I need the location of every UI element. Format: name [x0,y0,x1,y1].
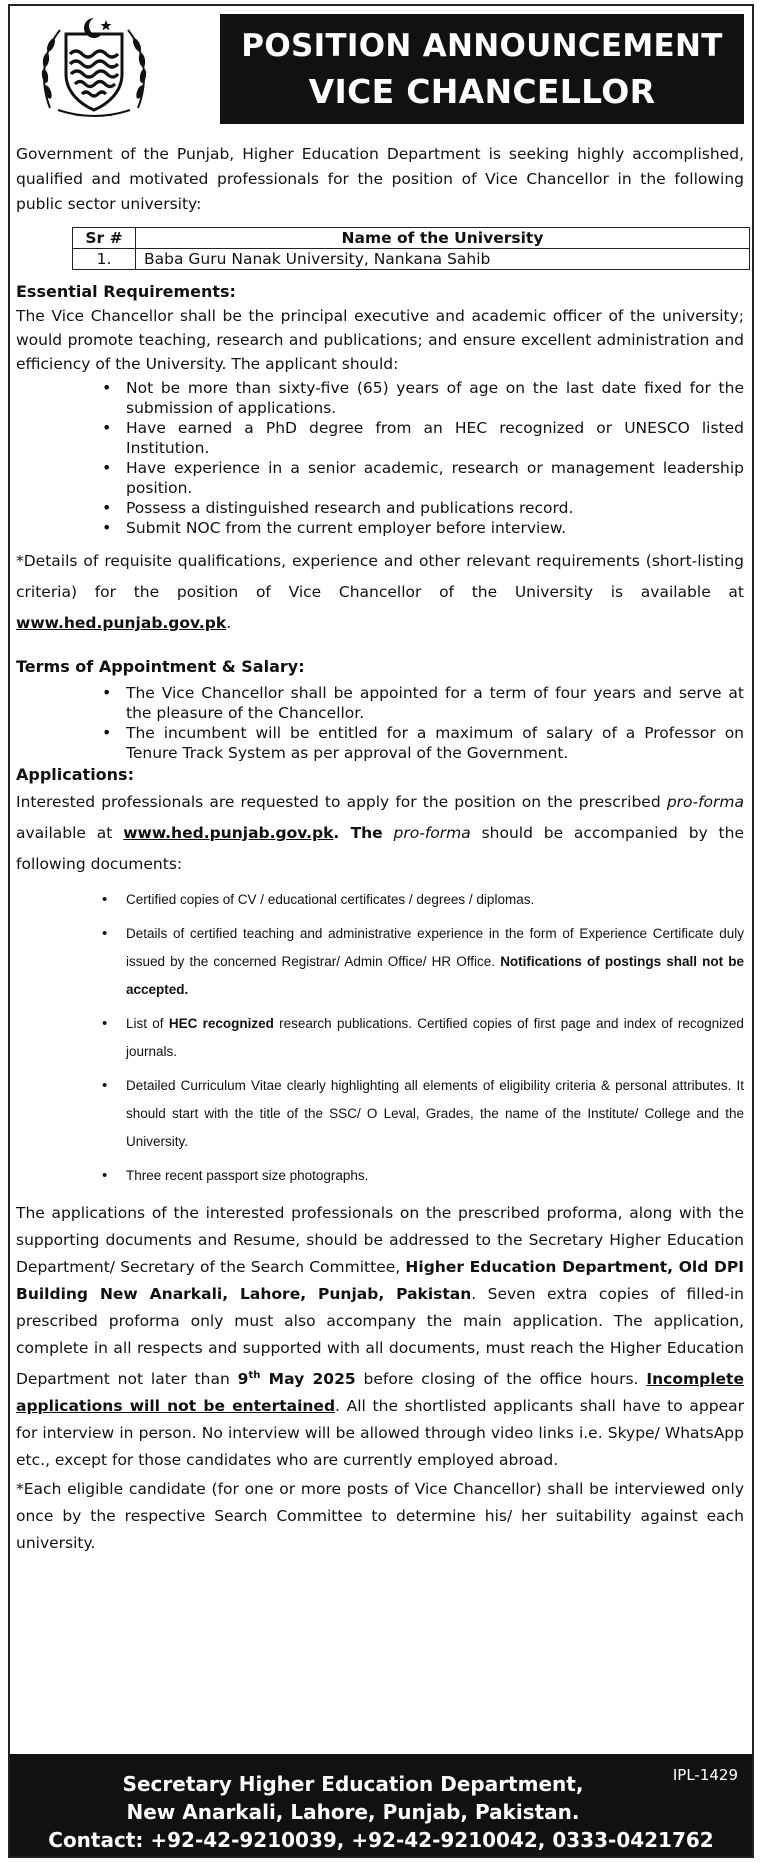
applications-heading: Applications: [16,765,134,784]
list-item: • Submit NOC from the current employer before interview. [126,518,744,538]
document-note: Notifications of postings shall not be accepted. [126,954,744,997]
office-address: Higher Education Department, Old DPI Building New Anarkali, Lahore, Punjab, Pakistan [16,1258,744,1303]
deadline-date [238,1370,356,1388]
document-note: HEC recognized [168,1016,274,1031]
applications-paragraph [16,787,744,880]
incomplete-warning: Incomplete applications will not be entertained [16,1370,744,1416]
table-header-row [73,228,750,249]
ipl-code: IPL-1429 [672,1766,738,1784]
document-text: research publications. Certified copies of first page and index of recognized journals. [126,1016,744,1059]
applications-text: Interested professionals are requested to apply for the position on the prescribed [16,793,661,811]
essential-list [16,378,744,538]
list-item [126,1162,744,1190]
list-item [126,1010,744,1066]
footer-contact: Contact: +92-42-9210039, +92-42-9210042, 0333-0421762 [48,1828,714,1852]
proforma-term: pro-forma [393,824,471,842]
essential-heading: Essential Requirements: [16,282,236,301]
table-cell-sr: 1. [73,249,136,270]
address-paragraph [16,1200,744,1474]
applications-text: should be accompanied by the following documents: [16,824,744,873]
column-header-sr: Sr # [73,228,136,249]
document-text: Certified copies of CV / educational certificates / degrees / diplomas. [126,892,535,907]
intro-paragraph: Government of the Punjab, Higher Education Department is seeking highly accomplished, qualified and motivated professionals for the position of Vice Chancellor in the following public sector university: [16,145,744,213]
page-title: POSITION ANNOUNCEMENT [241,28,723,64]
hed-website-link[interactable]: www.hed.punjab.gov.pk [16,614,227,632]
list-item: • Possess a distinguished research and publications record. [126,498,744,518]
list-item: • The incumbent will be entitled for a maximum of salary of a Professor on Tenure Track System as per approval of the Government. [126,723,744,763]
essential-paragraph: The Vice Chancellor shall be the principal executive and academic officer of the university; would promote teaching, research and publications; and ensure excellent administration and efficiency of the University. The applicant should: [16,307,744,373]
address-text: before closing of the office hours. [363,1370,639,1389]
deadline-suffix: th [248,1370,261,1381]
details-end: . [226,614,232,632]
list-item: • Not be more than sixty-five (65) years of age on the last date fixed for the submission of applications. [126,378,744,418]
document-text: Details of certified teaching and administrative experience in the form of Experience Certificate duly issued by the concerned Registrar/ Admin Office/ HR Office. [126,926,744,969]
table-row [73,249,750,270]
page-subtitle: VICE CHANCELLOR [308,72,656,111]
footer-line-1: Secretary Higher Education Department, [122,1772,584,1796]
address-text: The applications of the interested professionals on the prescribed proforma, along with the supporting documents and Resume, should be addressed to the Secretary Higher Education Department/ Secretary of the Search Committee, [16,1204,744,1276]
list-item: • The Vice Chancellor shall be appointed for a term of four years and serve at the pleasure of the Chancellor. [126,683,744,723]
document-text: List of [126,1016,164,1031]
deadline-month-year: May 2025 [268,1370,356,1389]
applications-text: available at [16,824,113,842]
document-text: Detailed Curriculum Vitae clearly highlighting all elements of eligibility criteria & personal attributes. It should start with the title of the SSC/ O Leval, Grades, the name of the Institute/ College and the University. [126,1078,744,1149]
terms-list [16,683,744,763]
university-table [72,227,750,270]
punjab-government-emblem-icon [36,12,152,124]
documents-list [16,886,744,1190]
document-text: Three recent passport size photographs. [126,1168,369,1183]
announcement-page [8,4,754,1858]
table-cell-university: Baba Guru Nanak University, Nankana Sahib [136,249,750,270]
list-item: • Have experience in a senior academic, research or management leadership position. [126,458,744,498]
footer-line-2: New Anarkali, Lahore, Punjab, Pakistan. [126,1800,580,1824]
deadline-day: 9 [237,1370,249,1389]
details-paragraph [16,546,744,639]
details-text: *Details of requisite qualifications, experience and other relevant requirements (short-listing criteria) for the position of Vice Chancellor of the University is available at [16,552,744,601]
header [10,6,752,128]
note-paragraph: *Each eligible candidate (for one or more posts of Vice Chancellor) shall be interviewed only once by the respective Search Committee to determine his/ her suitability against each university. [16,1480,744,1553]
list-item [126,920,744,1004]
proforma-term: pro-forma [666,793,745,811]
address-text: . All the shortlisted applicants shall have to appear for interview in person. No interview will be allowed through video links i.e. Skype/ WhatsApp etc., except for those candidates who are currently employed abroad. [16,1397,744,1470]
title-banner [220,14,744,124]
svg-text:~~~ ~~~: ~~~ ~~~ [75,112,113,120]
column-header-university: Name of the University [136,228,750,249]
list-item: • Have earned a PhD degree from an HEC recognized or UNESCO listed Institution. [126,418,744,458]
footer-banner [10,1754,752,1858]
body-content [16,142,744,1557]
terms-heading: Terms of Appointment & Salary: [16,657,305,676]
list-item [126,1072,744,1156]
applications-text: . The [333,824,383,842]
hed-website-link[interactable]: www.hed.punjab.gov.pk [123,824,334,842]
address-text: . Seven extra copies of filled-in prescribed proforma only must also accompany the main application. The application, complete in all respects and supported with all documents, must reach the Higher Education Department not later than [16,1285,744,1389]
list-item [126,886,744,914]
